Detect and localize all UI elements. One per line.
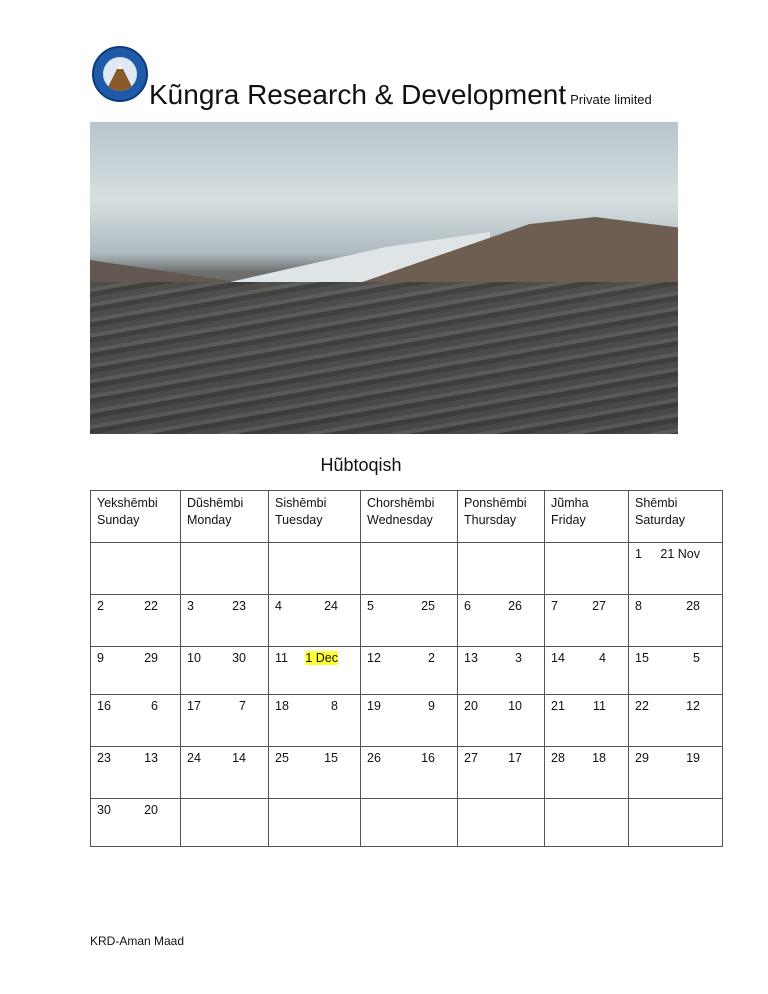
week-row [91, 799, 723, 847]
gregorian-date: 1 Dec [305, 651, 338, 665]
company-name [149, 78, 652, 117]
gregorian-date: 10 [508, 699, 522, 713]
landscape-photo [90, 122, 678, 434]
day-cell [361, 799, 458, 847]
gregorian-date: 27 [592, 599, 606, 613]
day-cell [545, 647, 629, 695]
day-cell [458, 647, 545, 695]
gregorian-date: 2 [428, 651, 435, 665]
day-cell [181, 799, 269, 847]
local-day-number: 5 [367, 599, 374, 613]
gregorian-date: 23 [232, 599, 246, 613]
weekday-english: Monday [187, 513, 232, 527]
local-day-number: 8 [635, 599, 642, 613]
weekday-local: Ponshēmbi [464, 496, 527, 510]
gregorian-date: 8 [331, 699, 338, 713]
weekday-header [458, 491, 545, 543]
local-day-number: 6 [464, 599, 471, 613]
local-day-number: 7 [551, 599, 558, 613]
day-cell [458, 799, 545, 847]
week-row [91, 595, 723, 647]
weekday-header [361, 491, 458, 543]
week-row [91, 747, 723, 799]
weekday-local: Sishēmbi [275, 496, 327, 510]
local-day-number: 29 [635, 751, 649, 765]
weekday-english: Saturday [635, 513, 686, 527]
gregorian-date: 24 [324, 599, 338, 613]
gregorian-date: 11 [593, 699, 606, 713]
local-day-number: 26 [367, 751, 381, 765]
company-logo [92, 46, 148, 102]
local-day-number: 14 [551, 651, 565, 665]
footer-text: KRD-Aman Maad [90, 934, 185, 948]
local-day-number: 10 [187, 651, 201, 665]
local-day-number: 12 [367, 651, 381, 665]
gregorian-date: 28 [686, 599, 700, 613]
weekday-local: Shēmbi [635, 496, 678, 510]
week-row [91, 695, 723, 747]
day-cell [545, 543, 629, 595]
local-day-number: 20 [464, 699, 478, 713]
gregorian-date: 22 [144, 599, 158, 613]
day-cell [458, 543, 545, 595]
day-cell [181, 647, 269, 695]
gregorian-date: 4 [599, 651, 606, 665]
gregorian-date: 19 [686, 751, 700, 765]
week-row [91, 543, 723, 595]
day-cell [458, 747, 545, 799]
day-cell [545, 595, 629, 647]
local-day-number: 27 [464, 751, 478, 765]
company-suffix: Private limited [570, 92, 652, 107]
gregorian-date: 12 [686, 699, 700, 713]
gregorian-date: 3 [515, 651, 522, 665]
day-cell [361, 647, 458, 695]
week-row [91, 647, 723, 695]
gregorian-date: 16 [421, 751, 435, 765]
gregorian-date: 29 [144, 651, 158, 665]
local-day-number: 13 [464, 651, 478, 665]
gregorian-date: 30 [232, 651, 246, 665]
gregorian-date: 18 [592, 751, 606, 765]
day-cell [545, 695, 629, 747]
weekday-local: Chorshēmbi [367, 496, 435, 510]
local-day-number: 18 [275, 699, 289, 713]
gregorian-date: 9 [428, 699, 435, 713]
local-day-number: 30 [97, 803, 111, 817]
local-day-number: 4 [275, 599, 282, 613]
day-cell [361, 747, 458, 799]
weekday-local: Dũshēmbi [187, 496, 244, 510]
local-day-number: 24 [187, 751, 201, 765]
day-cell [361, 695, 458, 747]
gregorian-date: 14 [232, 751, 246, 765]
local-day-number: 28 [551, 751, 565, 765]
gregorian-date: 20 [144, 803, 158, 817]
gregorian-date: 6 [151, 699, 158, 713]
day-cell [361, 543, 458, 595]
local-day-number: 21 [551, 699, 565, 713]
weekday-local: Jũmha [551, 496, 589, 510]
day-cell [181, 747, 269, 799]
day-cell [269, 695, 361, 747]
weekday-english: Thursday [464, 513, 517, 527]
day-cell [458, 695, 545, 747]
gregorian-date: 21 Nov [660, 547, 700, 561]
local-day-number: 19 [367, 699, 381, 713]
weekday-english: Wednesday [367, 513, 433, 527]
gregorian-date: 17 [508, 751, 522, 765]
day-cell [269, 747, 361, 799]
day-cell [269, 543, 361, 595]
weekday-header [545, 491, 629, 543]
day-cell [629, 543, 723, 595]
day-cell [458, 595, 545, 647]
local-day-number: 16 [97, 699, 111, 713]
day-cell [545, 799, 629, 847]
day-cell [629, 695, 723, 747]
gregorian-date: 25 [421, 599, 435, 613]
day-cell [91, 799, 181, 847]
weekday-english: Tuesday [275, 513, 323, 527]
day-cell [629, 595, 723, 647]
weekday-header [181, 491, 269, 543]
weekday-header-row [91, 491, 723, 543]
weekday-english: Friday [551, 513, 586, 527]
weekday-english: Sunday [97, 513, 140, 527]
weekday-header [91, 491, 181, 543]
day-cell [629, 747, 723, 799]
local-day-number: 2 [97, 599, 104, 613]
day-cell [91, 647, 181, 695]
day-cell [269, 799, 361, 847]
day-cell [269, 647, 361, 695]
weekday-header [629, 491, 723, 543]
day-cell [629, 647, 723, 695]
local-day-number: 17 [187, 699, 201, 713]
day-cell [91, 695, 181, 747]
day-cell [91, 543, 181, 595]
company-title: Kũngra Research & Development [149, 79, 567, 110]
day-cell [629, 799, 723, 847]
day-cell [545, 747, 629, 799]
weekday-local: Yekshēmbi [97, 496, 158, 510]
local-day-number: 15 [635, 651, 649, 665]
local-day-number: 1 [635, 547, 642, 561]
gregorian-date: 7 [239, 699, 246, 713]
day-cell [181, 695, 269, 747]
gregorian-date: 5 [693, 651, 700, 665]
local-day-number: 3 [187, 599, 194, 613]
day-cell [361, 595, 458, 647]
local-day-number: 22 [635, 699, 649, 713]
month-title [0, 455, 722, 476]
day-cell [91, 747, 181, 799]
day-cell [181, 543, 269, 595]
day-cell [269, 595, 361, 647]
gregorian-date: 15 [324, 751, 338, 765]
local-day-number: 25 [275, 751, 289, 765]
local-day-number: 9 [97, 651, 104, 665]
weekday-header [269, 491, 361, 543]
day-cell [91, 595, 181, 647]
day-cell [181, 595, 269, 647]
local-day-number: 11 [275, 651, 288, 665]
local-day-number: 23 [97, 751, 111, 765]
gregorian-date: 26 [508, 599, 522, 613]
calendar-table [90, 490, 723, 847]
gregorian-date: 13 [144, 751, 158, 765]
month-title-text: Hũbtoqish [320, 455, 402, 475]
